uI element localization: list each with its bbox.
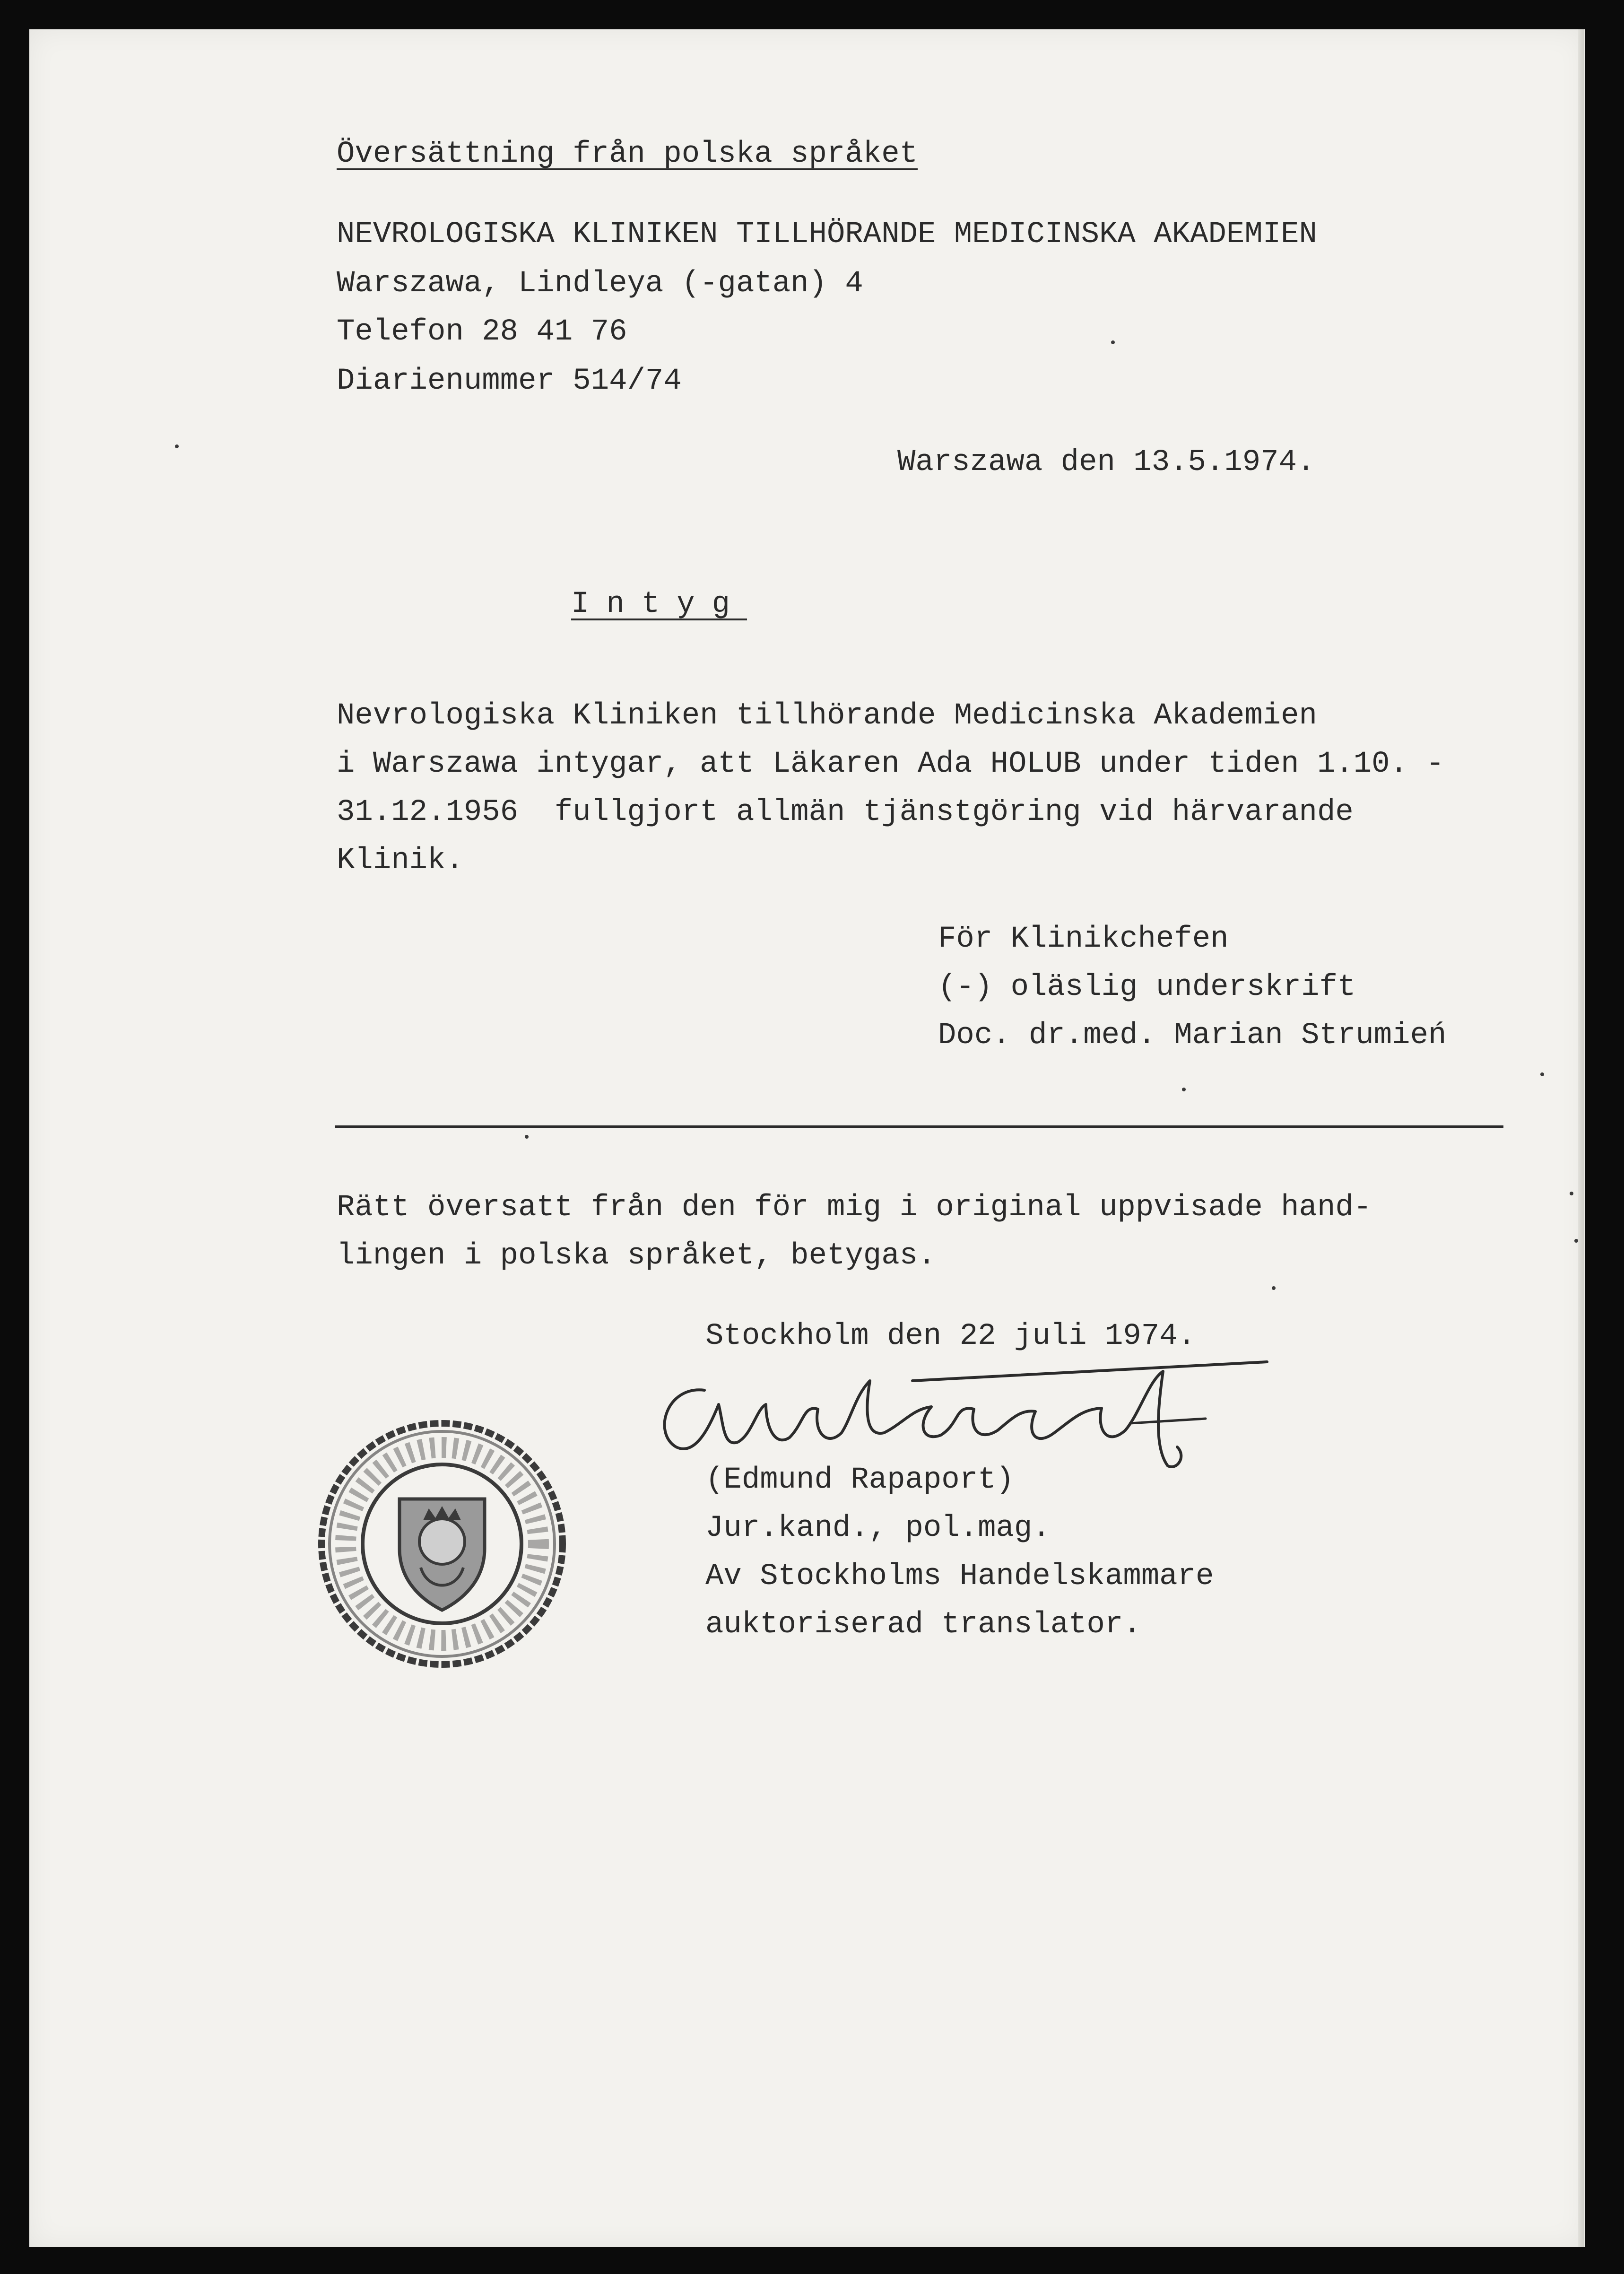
translator-line: Jur.kand., pol.mag.: [705, 1511, 1051, 1545]
issue-place-date: Warszawa den 13.5.1974.: [897, 445, 1315, 479]
diary-number: Diarienummer 514/74: [337, 364, 682, 398]
scan-speck: [1540, 1072, 1544, 1076]
certification-place-date: Stockholm den 22 juli 1974.: [705, 1319, 1196, 1353]
body-line: 31.12.1956 fullgjort allmän tjänstgöring vid härvarande: [337, 795, 1354, 829]
translation-note: Översättning från polska språket: [337, 137, 918, 171]
separator-rule: [335, 1125, 1503, 1128]
translator-line: auktoriserad translator.: [705, 1608, 1141, 1642]
scan-speck: [1574, 1239, 1578, 1243]
paper-edge: [1578, 29, 1584, 2247]
institution-address: Warszawa, Lindleya (-gatan) 4: [337, 267, 863, 301]
scan-speck: [525, 1135, 529, 1139]
signatory-line: (-) oläslig underskrift: [938, 970, 1356, 1004]
scan-speck: [1570, 1192, 1573, 1195]
scan-speck: [175, 444, 179, 448]
scan-speck: [1272, 1286, 1276, 1290]
translator-line: (Edmund Rapaport): [705, 1463, 1014, 1497]
paper-sheet: [29, 29, 1585, 2247]
certification-line: Rätt översatt från den för mig i original uppvisade hand-: [337, 1191, 1372, 1225]
body-line: Klinik.: [337, 844, 464, 878]
signatory-line: För Klinikchefen: [938, 922, 1229, 956]
institution-name: NEVROLOGISKA KLINIKEN TILLHÖRANDE MEDICINSKA AKADEMIEN: [337, 218, 1317, 252]
scan-speck: [1111, 340, 1115, 344]
body-line: i Warszawa intygar, att Läkaren Ada HOLUB under tiden 1.10. -: [337, 747, 1444, 781]
certification-line: lingen i polska språket, betygas.: [337, 1239, 936, 1273]
translator-line: Av Stockholms Handelskammare: [705, 1560, 1214, 1594]
institution-phone: Telefon 28 41 76: [337, 315, 627, 349]
coat-of-arms-seal-icon: [310, 1411, 574, 1676]
scan-speck: [1182, 1088, 1186, 1091]
signatory-line: Doc. dr.med. Marian Strumień: [938, 1019, 1447, 1053]
document-title: Intyg: [571, 587, 747, 621]
body-line: Nevrologiska Kliniken tillhörande Medicinska Akademien: [337, 699, 1317, 733]
